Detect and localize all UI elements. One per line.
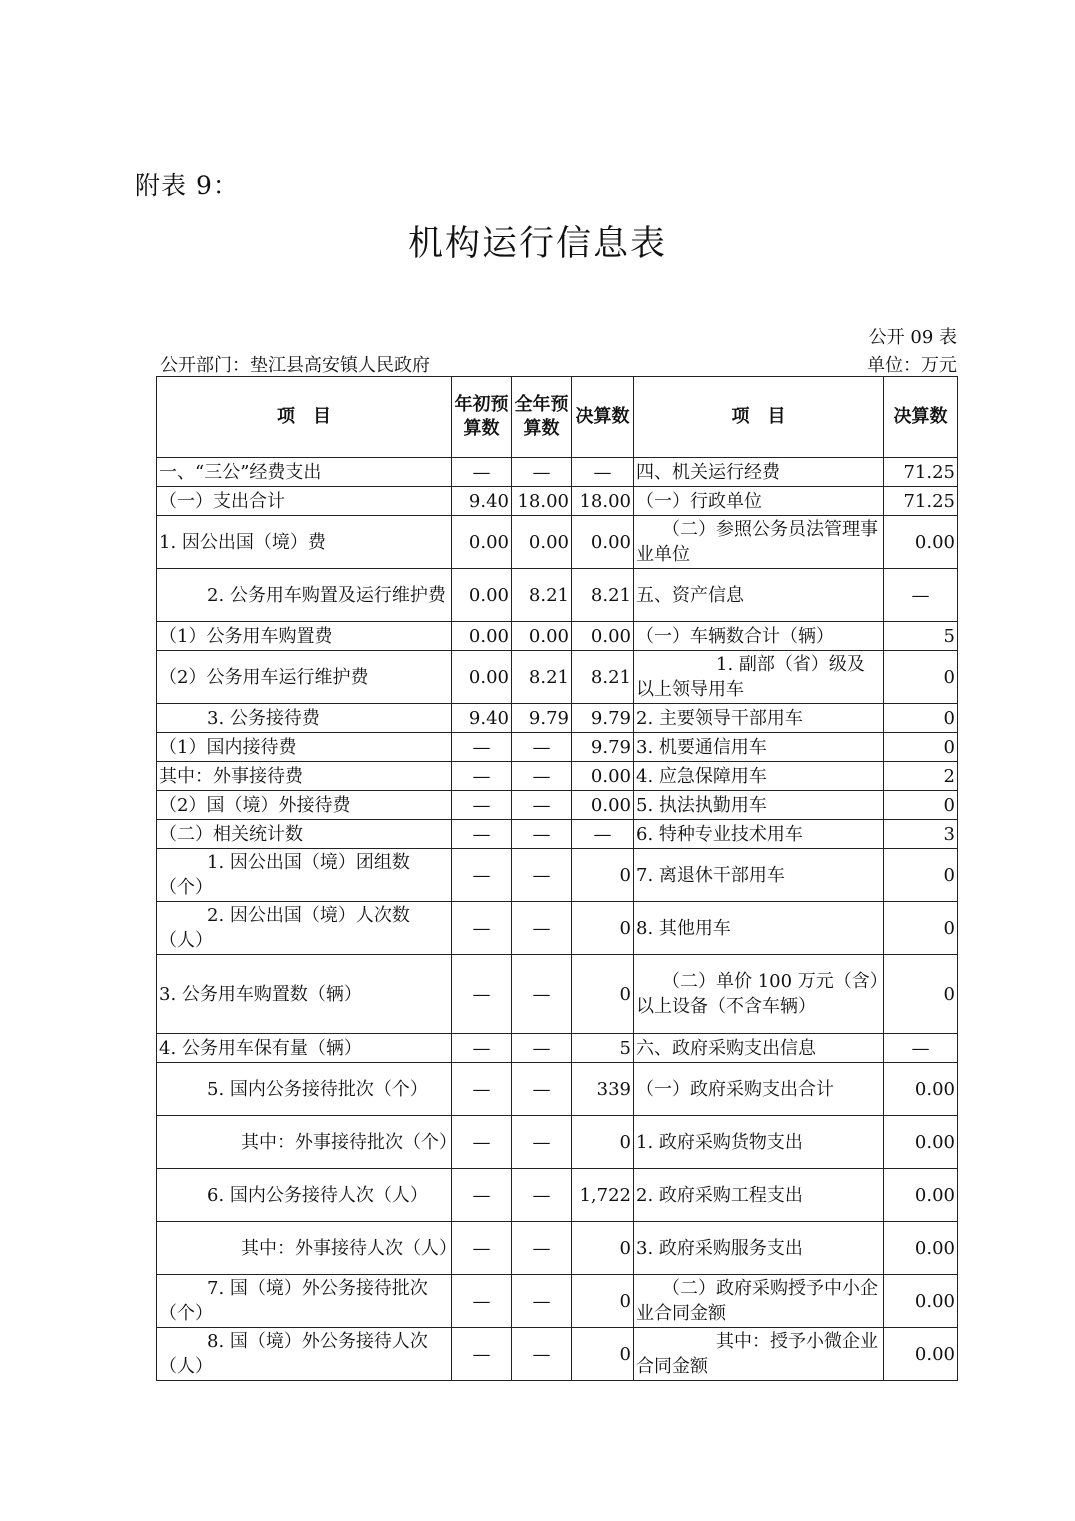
row-budget-full: —	[512, 1116, 572, 1169]
row-item-right: 1. 政府采购货物支出	[634, 1116, 884, 1169]
row-final-left: 0	[572, 1275, 634, 1328]
header-final-left: 决算数	[572, 377, 634, 458]
row-budget-initial: 0.00	[452, 651, 512, 704]
table-row	[157, 516, 958, 569]
row-final-left: 8.21	[572, 569, 634, 622]
row-final-left: 339	[572, 1063, 634, 1116]
row-final-right: 0	[884, 733, 958, 762]
row-final-left: 0.00	[572, 791, 634, 820]
row-budget-full: 9.79	[512, 704, 572, 733]
row-item-left: 1. 因公出国（境）团组数（个）	[157, 849, 452, 902]
row-item-right: 8. 其他用车	[634, 902, 884, 955]
row-item-right: （二）参照公务员法管理事业单位	[634, 516, 884, 569]
row-budget-full: —	[512, 849, 572, 902]
row-item-left: （二）相关统计数	[157, 820, 452, 849]
row-budget-initial: —	[452, 791, 512, 820]
row-budget-full: —	[512, 1034, 572, 1063]
row-budget-full: —	[512, 1063, 572, 1116]
row-item-right: 2. 政府采购工程支出	[634, 1169, 884, 1222]
row-budget-initial: —	[452, 1275, 512, 1328]
table-row	[157, 820, 958, 849]
row-item-left: 3. 公务接待费	[157, 704, 452, 733]
row-budget-initial: —	[452, 1328, 512, 1381]
row-final-right: 71.25	[884, 458, 958, 487]
row-item-left: 其中：外事接待批次（个）	[157, 1116, 452, 1169]
row-final-right: 0.00	[884, 1275, 958, 1328]
row-final-right: 0	[884, 651, 958, 704]
row-final-left: 1,722	[572, 1169, 634, 1222]
table-row	[157, 569, 958, 622]
row-budget-full: 0.00	[512, 622, 572, 651]
row-budget-initial: —	[452, 1169, 512, 1222]
table-row	[157, 458, 958, 487]
unit-label: 单位：万元	[867, 355, 957, 376]
row-item-left: （2）国（境）外接待费	[157, 791, 452, 820]
row-item-right: 3. 政府采购服务支出	[634, 1222, 884, 1275]
row-budget-initial: —	[452, 820, 512, 849]
row-budget-full: 0.00	[512, 516, 572, 569]
row-final-right: 3	[884, 820, 958, 849]
row-budget-initial: —	[452, 1222, 512, 1275]
table-row	[157, 1275, 958, 1328]
row-item-right: （一）车辆数合计（辆）	[634, 622, 884, 651]
row-final-right: 0	[884, 955, 958, 1034]
row-budget-initial: 9.40	[452, 487, 512, 516]
row-item-left: （1）公务用车购置费	[157, 622, 452, 651]
row-final-right: 0	[884, 791, 958, 820]
row-final-left: 5	[572, 1034, 634, 1063]
header-budget-full: 全年预算数	[512, 377, 572, 458]
row-final-left: —	[572, 820, 634, 849]
row-final-right: 2	[884, 762, 958, 791]
row-final-right: 0.00	[884, 1116, 958, 1169]
row-final-left: —	[572, 458, 634, 487]
row-item-right: 其中：授予小微企业合同金额	[634, 1328, 884, 1381]
row-budget-initial: —	[452, 762, 512, 791]
row-budget-initial: 0.00	[452, 622, 512, 651]
row-final-right: 5	[884, 622, 958, 651]
row-budget-initial: —	[452, 733, 512, 762]
row-item-left: 6. 国内公务接待人次（人）	[157, 1169, 452, 1222]
row-budget-full: —	[512, 955, 572, 1034]
table-header-row	[157, 377, 958, 458]
row-budget-full: —	[512, 762, 572, 791]
row-budget-full: 8.21	[512, 651, 572, 704]
header-final-right: 决算数	[884, 377, 958, 458]
table-row	[157, 762, 958, 791]
row-budget-full: —	[512, 902, 572, 955]
row-final-right: 0	[884, 849, 958, 902]
row-budget-initial: 0.00	[452, 516, 512, 569]
row-item-left: 1. 因公出国（境）费	[157, 516, 452, 569]
row-final-right: 0	[884, 902, 958, 955]
table-row	[157, 1116, 958, 1169]
row-budget-full: —	[512, 1328, 572, 1381]
row-final-left: 0	[572, 1328, 634, 1381]
row-final-right: —	[884, 1034, 958, 1063]
table-row	[157, 902, 958, 955]
row-budget-full: —	[512, 733, 572, 762]
row-budget-full: —	[512, 820, 572, 849]
row-budget-initial: —	[452, 955, 512, 1034]
page-title: 机构运行信息表	[407, 224, 667, 264]
row-budget-full: —	[512, 1169, 572, 1222]
row-item-left: 7. 国（境）外公务接待批次（个）	[157, 1275, 452, 1328]
form-number: 公开 09 表	[868, 327, 957, 348]
row-item-left: （2）公务用车运行维护费	[157, 651, 452, 704]
row-item-left: 4. 公务用车保有量（辆）	[157, 1034, 452, 1063]
row-item-left: 8. 国（境）外公务接待人次（人）	[157, 1328, 452, 1381]
row-final-left: 8.21	[572, 651, 634, 704]
row-item-left: 其中：外事接待人次（人）	[157, 1222, 452, 1275]
row-budget-initial: 9.40	[452, 704, 512, 733]
row-item-right: 六、政府采购支出信息	[634, 1034, 884, 1063]
row-final-left: 0.00	[572, 516, 634, 569]
row-final-right: 0.00	[884, 1063, 958, 1116]
row-final-left: 0	[572, 955, 634, 1034]
table-row	[157, 1222, 958, 1275]
row-item-right: 1. 副部（省）级及以上领导用车	[634, 651, 884, 704]
row-budget-initial: —	[452, 1116, 512, 1169]
row-final-right: 0	[884, 704, 958, 733]
row-item-right: 五、资产信息	[634, 569, 884, 622]
table-row	[157, 622, 958, 651]
row-item-right: （一）政府采购支出合计	[634, 1063, 884, 1116]
row-final-left: 0	[572, 1222, 634, 1275]
row-final-left: 9.79	[572, 704, 634, 733]
row-budget-full: —	[512, 1222, 572, 1275]
row-item-left: （一）支出合计	[157, 487, 452, 516]
row-item-left: 2. 公务用车购置及运行维护费	[157, 569, 452, 622]
row-budget-full: 18.00	[512, 487, 572, 516]
table-row	[157, 487, 958, 516]
header-item-right: 项 目	[634, 377, 884, 458]
row-item-right: 7. 离退休干部用车	[634, 849, 884, 902]
row-item-right: 5. 执法执勤用车	[634, 791, 884, 820]
table-row	[157, 849, 958, 902]
info-table	[156, 376, 958, 1381]
table-row	[157, 1063, 958, 1116]
row-budget-initial: —	[452, 1034, 512, 1063]
table-row	[157, 733, 958, 762]
row-final-right: 0.00	[884, 1328, 958, 1381]
row-budget-initial: —	[452, 902, 512, 955]
row-item-left: 2. 因公出国（境）人次数（人）	[157, 902, 452, 955]
row-budget-initial: —	[452, 458, 512, 487]
row-final-left: 0	[572, 1116, 634, 1169]
row-item-right: （一）行政单位	[634, 487, 884, 516]
row-item-left: （1）国内接待费	[157, 733, 452, 762]
row-item-right: 3. 机要通信用车	[634, 733, 884, 762]
row-item-left: 5. 国内公务接待批次（个）	[157, 1063, 452, 1116]
row-item-left: 一、“三公”经费支出	[157, 458, 452, 487]
row-budget-initial: —	[452, 1063, 512, 1116]
row-item-left: 3. 公务用车购置数（辆）	[157, 955, 452, 1034]
row-item-right: 6. 特种专业技术用车	[634, 820, 884, 849]
row-item-right: 4. 应急保障用车	[634, 762, 884, 791]
row-final-left: 9.79	[572, 733, 634, 762]
row-item-right: 四、机关运行经费	[634, 458, 884, 487]
row-final-left: 0.00	[572, 762, 634, 791]
attachment-label: 附表 9：	[135, 171, 239, 200]
row-final-left: 0	[572, 902, 634, 955]
row-final-left: 0.00	[572, 622, 634, 651]
table-row	[157, 955, 958, 1034]
row-final-right: —	[884, 569, 958, 622]
table-row	[157, 791, 958, 820]
header-item-left: 项 目	[157, 377, 452, 458]
row-final-right: 0.00	[884, 1222, 958, 1275]
row-final-right: 71.25	[884, 487, 958, 516]
table-row	[157, 1169, 958, 1222]
table-row	[157, 651, 958, 704]
row-budget-full: —	[512, 1275, 572, 1328]
row-budget-full: —	[512, 458, 572, 487]
row-budget-full: —	[512, 791, 572, 820]
row-budget-initial: —	[452, 849, 512, 902]
department-label: 公开部门：垫江县高安镇人民政府	[160, 355, 430, 376]
row-budget-initial: 0.00	[452, 569, 512, 622]
row-item-right: 2. 主要领导干部用车	[634, 704, 884, 733]
row-item-right: （二）单价 100 万元（含）以上设备（不含车辆）	[634, 955, 884, 1034]
row-item-right: （二）政府采购授予中小企业合同金额	[634, 1275, 884, 1328]
table-row	[157, 704, 958, 733]
table-row	[157, 1328, 958, 1381]
row-final-right: 0.00	[884, 516, 958, 569]
row-item-left: 其中：外事接待费	[157, 762, 452, 791]
table-row	[157, 1034, 958, 1063]
row-final-left: 0	[572, 849, 634, 902]
row-final-left: 18.00	[572, 487, 634, 516]
row-budget-full: 8.21	[512, 569, 572, 622]
row-final-right: 0.00	[884, 1169, 958, 1222]
header-budget-initial: 年初预算数	[452, 377, 512, 458]
